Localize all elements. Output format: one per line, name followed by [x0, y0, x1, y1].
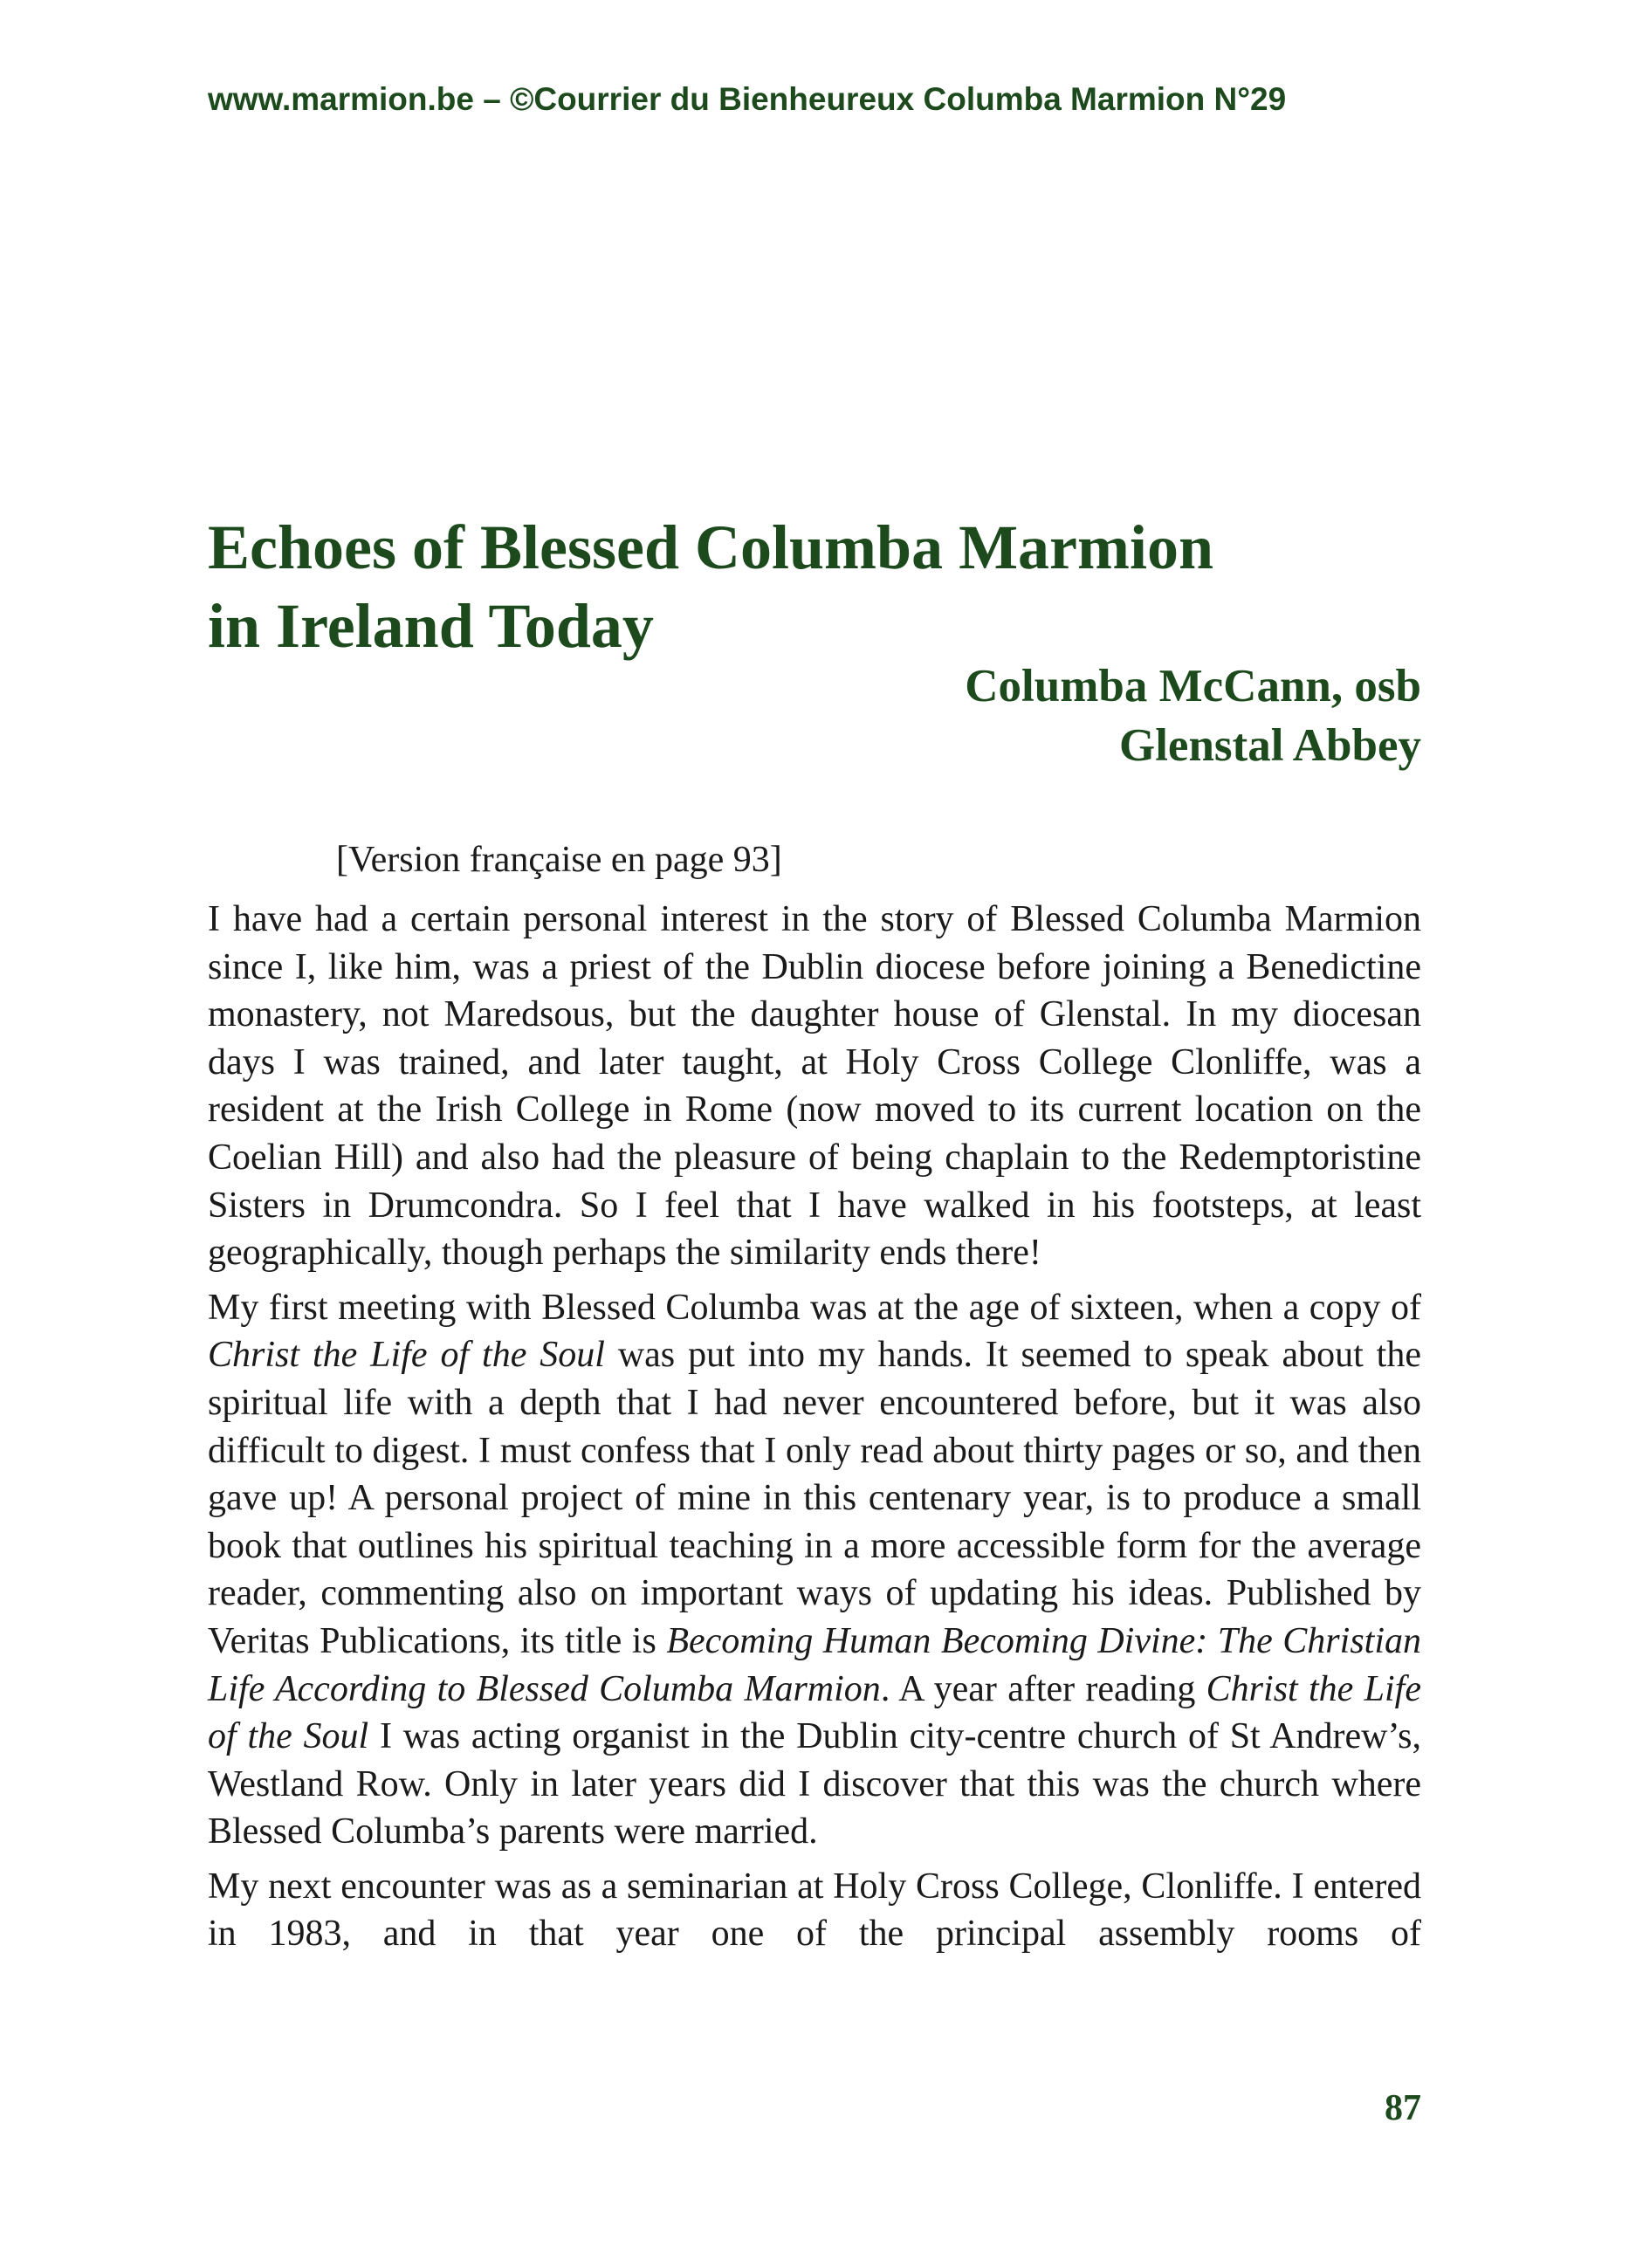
body-paragraph	[208, 1863, 1421, 1958]
body-paragraph	[208, 1284, 1421, 1856]
article-title	[208, 508, 1421, 665]
running-header: www.marmion.be – ©Courrier du Bienheureux Columba Marmion N°29	[208, 81, 1287, 117]
version-note: [Version française en page 93]	[336, 840, 782, 880]
text-run: I was acting organist in the Dublin city-centre church of St Andrew’s, Westland Row. Only in later years did I discover that this was the church where Blessed Columba’s parents were married.	[208, 1716, 1421, 1852]
article-title-line-2: in Ireland Today	[208, 591, 654, 661]
text-run: My next encounter was as a seminarian at Holy Cross College, Clonliffe. I entered in 1983, and in that year one of the principal assembly rooms of	[208, 1866, 1421, 1955]
text-run: My first meeting with Blessed Columba was at the age of sixteen, when a copy of	[208, 1287, 1421, 1328]
page-number: 87	[1385, 2088, 1421, 2128]
text-run: . A year after reading	[880, 1668, 1206, 1709]
author-affiliation: Glenstal Abbey	[1118, 720, 1421, 771]
byline	[965, 656, 1421, 775]
article-body	[208, 896, 1421, 1965]
article-title-line-1: Echoes of Blessed Columba Marmion	[208, 512, 1213, 582]
author-name: Columba McCann, osb	[965, 661, 1421, 711]
text-run: I have had a certain personal interest in the story of Blessed Columba Marmion since I, like him, was a priest of the Dublin diocese before joining a Benedictine monastery, not Maredsous, but the daughter house of Glenstal. In my diocesan days I was trained, and later taught, at Holy Cross College Clonliffe, was a resident at the Irish College in Rome (now moved to its current location on the Coelian Hill) and also had the pleasure of being chaplain to the Redemptoristine Sisters in Drumcondra. So I feel that I have walked in his footsteps, at least geographically, though perhaps the similarity ends there!	[208, 899, 1421, 1274]
italic-title-run: Christ the Life of the Soul	[208, 1335, 605, 1376]
italic-title-run: Becoming Human Becoming Divine: The Christian Life According to Blessed Columba Marmion	[208, 1620, 1421, 1709]
body-paragraph	[208, 896, 1421, 1277]
italic-title-run: Christ the Life of the Soul	[208, 1668, 1421, 1757]
text-run: was put into my hands. It seemed to speak about the spiritual life with a depth that I had never encountered before, but it was also difficult to digest. I must confess that I only read about thirty pages or so, and then gave up! A personal project of mine in this centenary year, is to produce a small book that outlines his spiritual teaching in a more accessible form for the average reader, commenting also on important ways of updating his ideas. Published by Veritas Publications, its title is	[208, 1335, 1421, 1661]
